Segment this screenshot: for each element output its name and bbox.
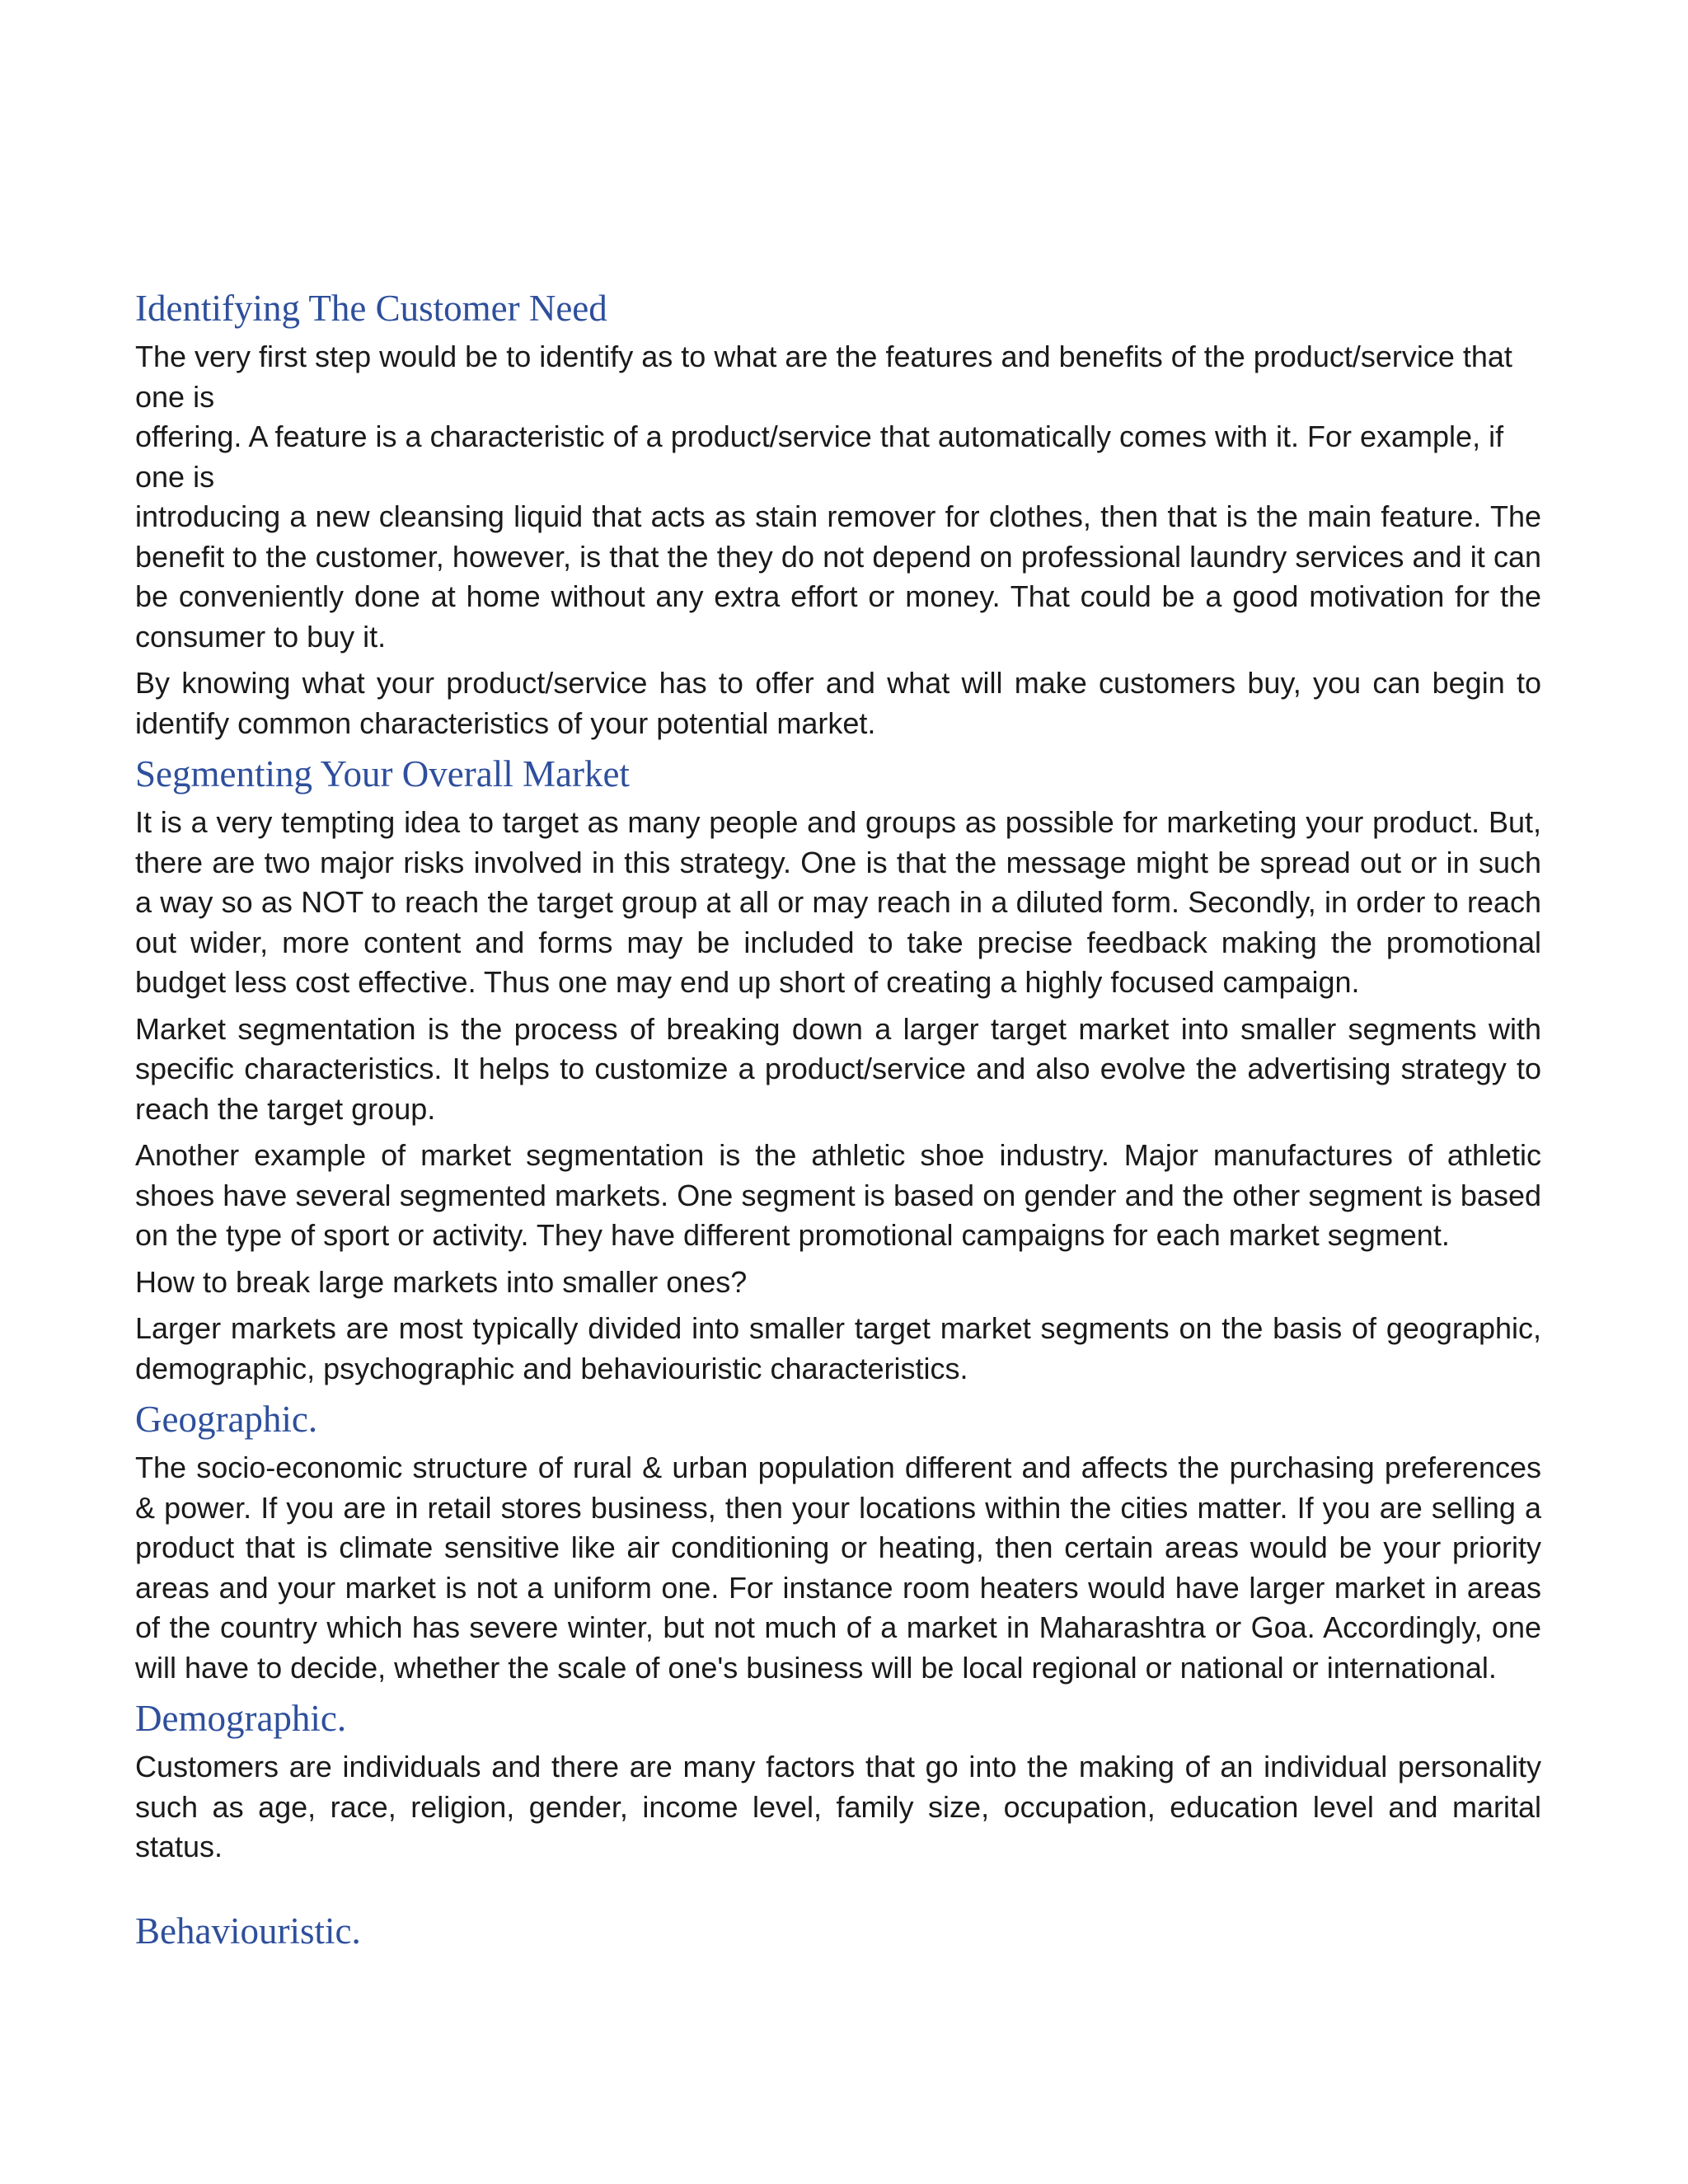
section-heading-behaviouristic: Behaviouristic.: [135, 1910, 361, 1952]
section-heading-segmenting: Segmenting Your Overall Market: [135, 753, 630, 794]
paragraph-intro-2: offering. A feature is a characteristic of a product/service that automatically comes with it. For example, if one is: [135, 419, 1504, 494]
paragraph-demographic: Customers are individuals and there are many factors that go into the making of an individual personality such as age, race, religion, gender, income level, family size, occupation, education level and marital status.: [135, 1750, 1541, 1863]
section-heading-demographic: Demographic.: [135, 1698, 347, 1739]
section-heading-geographic: Geographic.: [135, 1399, 318, 1440]
paragraph-tempting-idea: It is a very tempting idea to target as many people and groups as possible for marketing your product. But, there are two major risks involved in this strategy. One is that the message might be spread out or in such a way so as NOT to reach the target group at all or may reach in a diluted form. Secondly, in order to reach out wider, more content and forms may be included to take precise feedback making the promotional budget less cost effective. Thus one may end up short of creating a highly focused campaign.: [135, 805, 1541, 999]
document-body: [135, 284, 1541, 1960]
paragraph-market-segmentation: Market segmentation is the process of breaking down a larger target market into smaller segments with specific characteristics. It helps to customize a product/service and also evolve the advertising strategy to reach the target group.: [135, 1011, 1541, 1126]
section-spacer: [135, 1874, 1541, 1907]
paragraph-knowing-product: By knowing what your product/service has to offer and what will make customers buy, you can begin to identify common characteristics of your potential market.: [135, 666, 1541, 740]
paragraph-athletic-shoe: Another example of market segmentation is the athletic shoe industry. Major manufactures of athletic shoes have several segmented markets. One segment is based on gender and the other segment is based on the type of sport or activity. They have different promotional campaigns for each market segment.: [135, 1138, 1541, 1252]
paragraph-how-to-break: How to break large markets into smaller ones?: [135, 1264, 748, 1299]
paragraph-feature-benefit: introducing a new cleansing liquid that acts as stain remover for clothes, then that is the main feature. The benefit to the customer, however, is that the they do not depend on professional laundry services and it can be conveniently done at home without any extra effort or money. That could be a good motivation for the consumer to buy it.: [135, 499, 1541, 654]
section-heading-customer-need: Identifying The Customer Need: [135, 288, 607, 329]
paragraph-geographic: The socio-economic structure of rural & urban population different and affects the purchasing preferences & power. If you are in retail stores business, then your locations within the cities matter. If you are selling a product that is climate sensitive like air conditioning or heating, then certain areas would be your priority areas and your market is not a uniform one. For instance room heaters would have larger market in areas of the country which has severe winter, but not much of a market in Maharashtra or Goa. Accordingly, one will have to decide, whether the scale of one's business will be local regional or national or international.: [135, 1451, 1541, 1685]
paragraph-intro-1: The very first step would be to identify as to what are the features and benefits of the product/service that one is: [135, 340, 1512, 414]
paragraph-larger-markets: Larger markets are most typically divided into smaller target market segments on the basis of geographic, demographic, psychographic and behaviouristic characteristics.: [135, 1311, 1541, 1385]
